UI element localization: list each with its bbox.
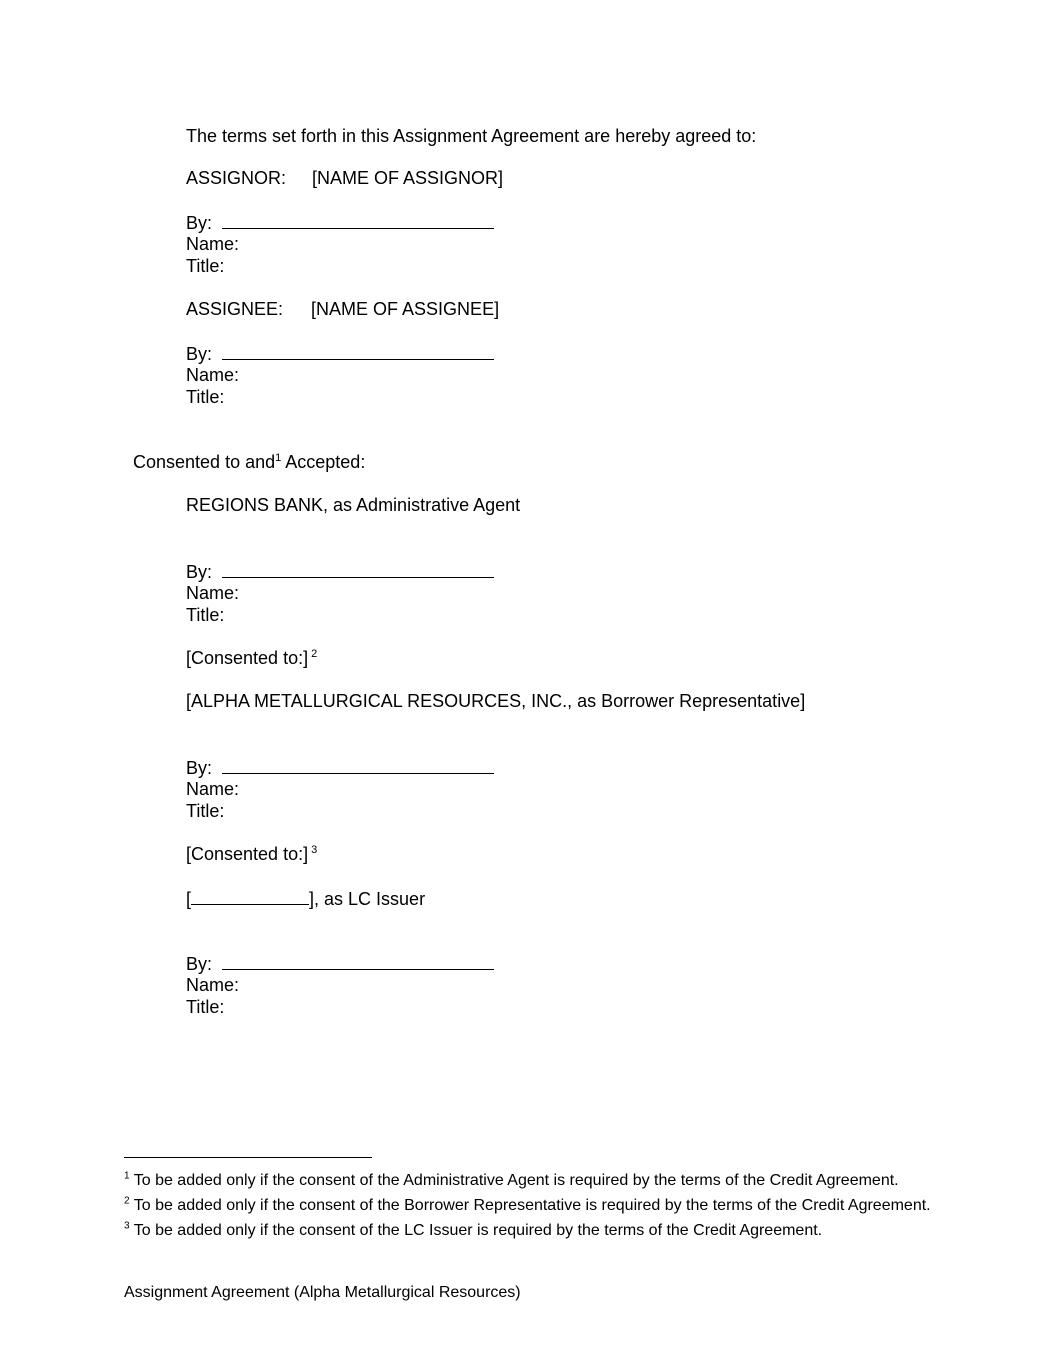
lc-issuer-name-blank[interactable] [191,887,309,905]
lc-issuer-signature-field[interactable] [222,952,494,970]
admin-agent-title-label: Title: [186,605,225,625]
assignee-header [186,298,499,320]
borrower-consent-label: [Consented to:] [186,648,309,668]
footnote-separator [124,1157,372,1158]
lc-issuer-open-bracket: [ [186,889,192,909]
consent-heading-post: Accepted: [285,452,366,472]
assignee-by-label: By: [186,344,213,364]
borrower-title-label: Title: [186,801,225,821]
borrower-consent [186,647,317,669]
assignee-name-label: Name: [186,365,240,385]
footnote-ref-3[interactable]: 3 [311,844,318,856]
lc-issuer-entity-suffix: ], as LC Issuer [309,889,426,909]
footnote-3 [124,1221,822,1241]
footnote-1 [124,1171,899,1191]
page-footer: Assignment Agreement (Alpha Metallurgical Resources) [124,1284,521,1301]
lc-issuer-title-label: Title: [186,997,225,1017]
footnote-2 [124,1196,931,1216]
admin-agent-name-label: Name: [186,583,240,603]
footnote-3-marker: 3 [124,1220,130,1232]
consent-heading [133,451,365,473]
footnote-3-text: To be added only if the consent of the LC Issuer is required by the terms of the Credit Agreement. [133,1222,823,1239]
footnote-2-text: To be added only if the consent of the Borrower Representative is required by the terms of the Credit Agreement. [133,1197,931,1214]
borrower-signature-line [186,756,494,779]
borrower-name-label: Name: [186,779,240,799]
assignor-label: ASSIGNOR: [186,168,287,188]
footnote-2-marker: 2 [124,1195,130,1207]
lc-issuer-consent-label: [Consented to:] [186,844,309,864]
assignee-label: ASSIGNEE: [186,299,284,319]
borrower-by-label: By: [186,758,213,778]
lc-issuer-consent [186,843,317,865]
footnote-ref-2[interactable]: 2 [311,648,318,660]
assignor-name-label: Name: [186,234,240,254]
footnote-1-marker: 1 [124,1170,130,1182]
assignor-header [186,167,503,189]
lc-issuer-signature-line [186,952,494,975]
admin-agent-by-label: By: [186,562,213,582]
assignee-signature-field[interactable] [222,342,494,360]
borrower-signature-field[interactable] [222,756,494,774]
lc-issuer-by-label: By: [186,954,213,974]
intro-text: The terms set forth in this Assignment Agreement are hereby agreed to: [186,126,757,146]
consent-heading-pre: Consented to and [133,452,276,472]
footnote-ref-1[interactable]: 1 [275,452,282,464]
assignee-name: [NAME OF ASSIGNEE] [311,299,500,319]
admin-agent-signature-line [186,560,494,583]
assignor-by-label: By: [186,213,213,233]
assignor-signature-field[interactable] [222,211,494,229]
admin-agent-entity: REGIONS BANK, as Administrative Agent [186,495,521,515]
lc-issuer-name-label: Name: [186,975,240,995]
assignor-name: [NAME OF ASSIGNOR] [312,168,504,188]
assignee-title-label: Title: [186,387,225,407]
assignor-title-label: Title: [186,256,225,276]
assignor-signature-line [186,211,494,234]
assignee-signature-line [186,342,494,365]
admin-agent-signature-field[interactable] [222,560,494,578]
borrower-entity: [ALPHA METALLURGICAL RESOURCES, INC., as Borrower Representative] [186,691,806,711]
footnote-1-text: To be added only if the consent of the Administrative Agent is required by the terms of the Credit Agreement. [133,1172,899,1189]
lc-issuer-entity [186,887,425,910]
